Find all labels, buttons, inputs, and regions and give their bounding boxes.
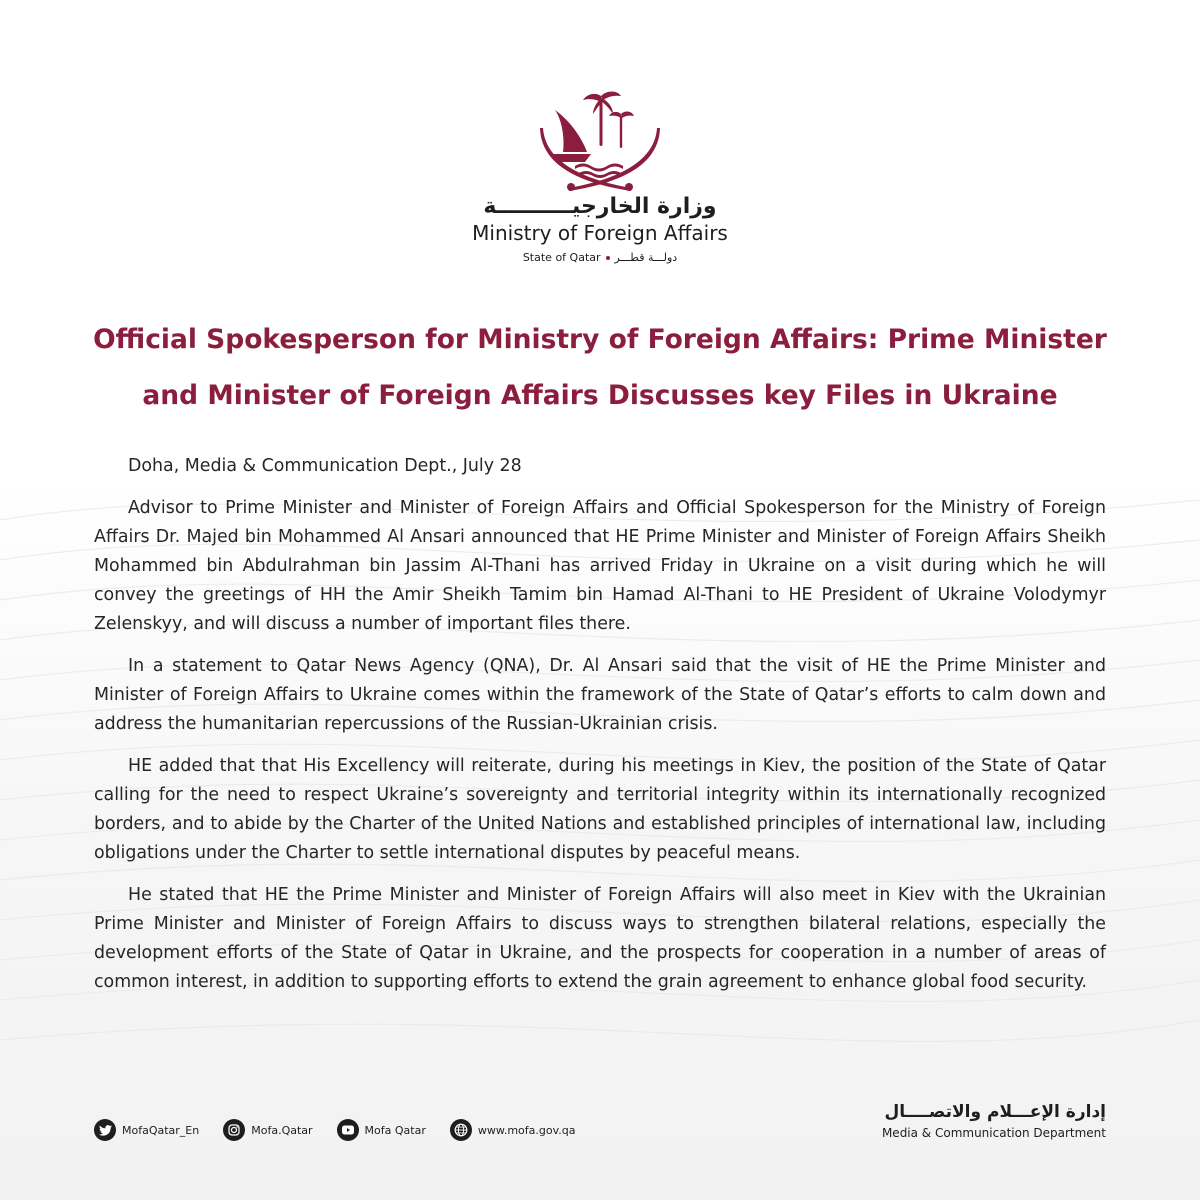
globe-icon [450, 1119, 472, 1141]
department-name-english: Media & Communication Department [881, 1126, 1106, 1140]
social-label: Mofa Qatar [364, 1123, 426, 1137]
instagram-icon [223, 1119, 245, 1141]
department-signature [882, 1102, 1106, 1140]
paragraph: Advisor to Prime Minister and Minister of Foreign Affairs and Official Spokesperson for the Ministry of Foreign Affairs Dr. Majed bin Mohammed Al Ansari announced that HE Prime Minister and Minister of Foreign Affairs Sheikh Mohammed bin Abdulrahman bin Jassim Al-Thani has arrived Friday in Ukraine on a visit during which he will convey the greetings of HH the Amir Sheikh Tamim bin Hamad Al-Thani to HE President of Ukraine Volodymyr Zelenskyy, and will discuss a number of important files there. [94, 498, 1106, 634]
paragraph: In a statement to Qatar News Agency (QNA), Dr. Al Ansari said that the visit of HE the Prime Minister and Minister of Foreign Affairs to Ukraine comes within the framework of the State of Qatar’s efforts to calm down and address the humanitarian repercussions of the Russian-Ukrainian crisis. [94, 656, 1106, 734]
title-line-1: Official Spokesperson for Ministry of Foreign Affairs: Prime Minister [93, 324, 1107, 355]
social-link-instagram[interactable] [223, 1119, 312, 1141]
social-label: www.mofa.gov.qa [477, 1123, 576, 1137]
social-link-twitter[interactable] [94, 1119, 199, 1141]
article-body [94, 452, 1106, 1010]
state-name-english: State of Qatar [522, 251, 601, 264]
paragraph: He stated that HE the Prime Minister and Minister of Foreign Affairs will also meet in Kiev with the Ukrainian Prime Minister and Minister of Foreign Affairs to discuss ways to strengthen bilateral relations, especially the development efforts of the State of Qatar in Ukraine, and the prospects for cooperation in a number of areas of common interest, in addition to supporting efforts to extend the grain agreement to enhance global food security. [94, 885, 1106, 992]
social-label: Mofa.Qatar [251, 1123, 313, 1137]
social-label: MofaQatar_En [122, 1123, 200, 1137]
dateline: Doha, Media & Communication Dept., July 28 [128, 456, 522, 476]
qatar-emblem-icon [535, 88, 665, 192]
youtube-icon [337, 1119, 359, 1141]
twitter-icon [94, 1119, 116, 1141]
paragraph: HE added that that His Excellency will reiterate, during his meetings in Kiev, the position of the State of Qatar calling for the need to respect Ukraine’s sovereignty and territorial integrity within its internationally recognized borders, and to abide by the Charter of the United Nations and established principles of international law, including obligations under the Charter to settle international disputes by peaceful means. [94, 756, 1106, 863]
social-link-website[interactable] [450, 1119, 576, 1141]
ministry-logo [0, 88, 1200, 264]
social-link-youtube[interactable] [337, 1119, 426, 1141]
social-footer [94, 1115, 599, 1145]
title-line-2: and Minister of Foreign Affairs Discusses key Files in Ukraine [142, 380, 1058, 411]
separator-dot [606, 256, 610, 260]
state-line [0, 251, 1200, 264]
ministry-name-english: Ministry of Foreign Affairs [472, 221, 728, 245]
state-name-arabic: دولـــة قطـــر [614, 251, 678, 264]
page-title [60, 312, 1140, 424]
ministry-name-arabic: وزارة الخارجيــــــــــة [483, 194, 717, 219]
department-name-arabic: إدارة الإعـــلام والاتصــــال [884, 1102, 1106, 1122]
